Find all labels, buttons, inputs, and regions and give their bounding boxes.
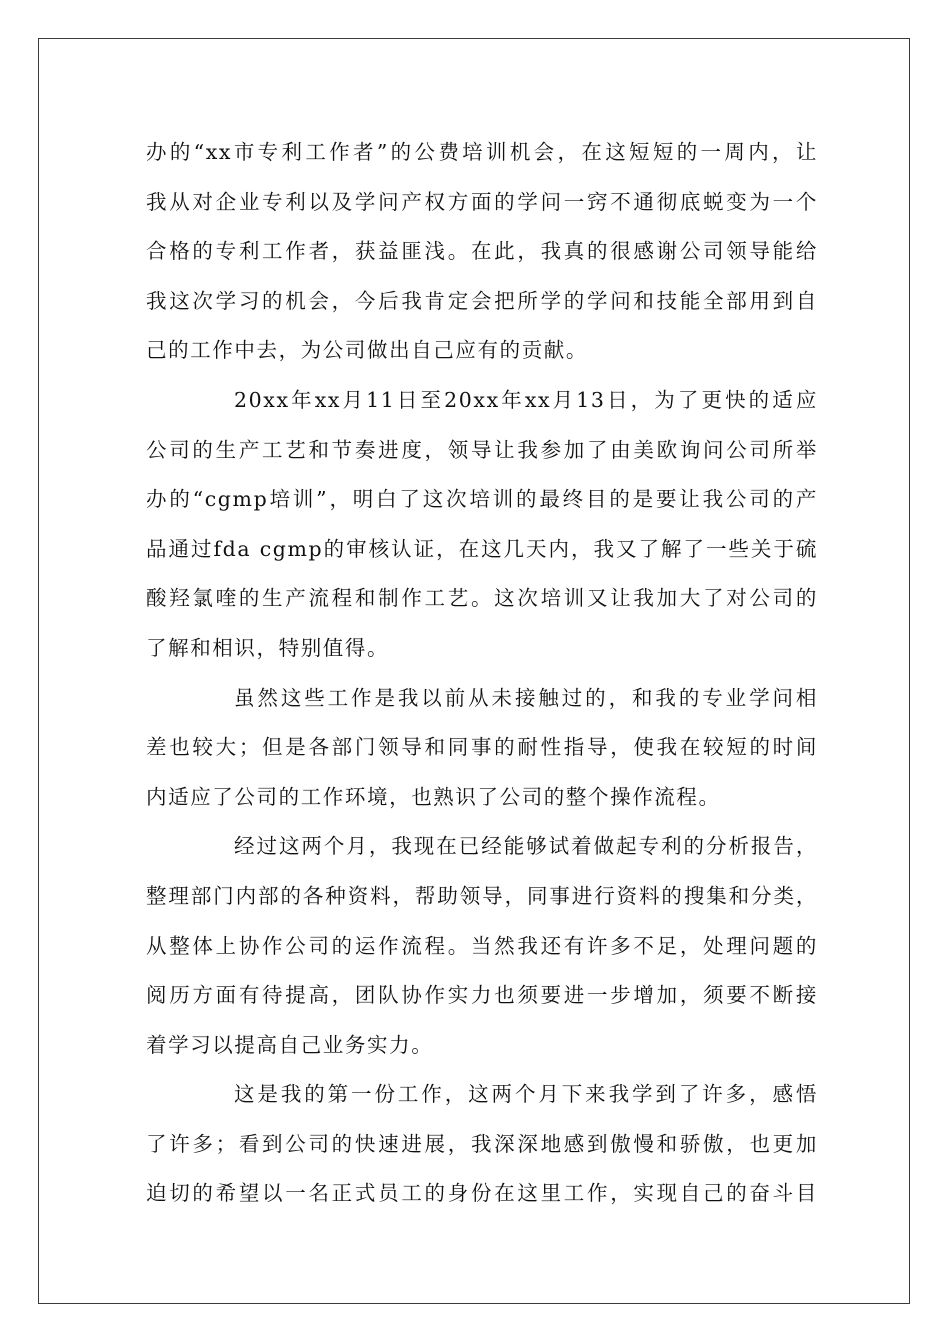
text-line: 这是我的第一份工作，这两个月下来我学到了许多，感悟 <box>234 1082 818 1107</box>
text-line: 从整体上协作公司的运作流程。当然我还有许多不足，处理问题的 <box>146 933 818 958</box>
text-line: 20xx年xx月11日至20xx年xx月13日，为了更快的适应 <box>234 387 818 412</box>
text-line: 办的“cgmp培训”，明白了这次培训的最终目的是要让我公司的产 <box>146 487 818 512</box>
text-line: 阅历方面有待提高，团队协作实力也须要进一步增加，须要不断接 <box>146 983 818 1008</box>
text-line: 虽然这些工作是我以前从未接触过的，和我的专业学问相 <box>234 685 818 710</box>
text-line: 品通过fda cgmp的审核认证，在这几天内，我又了解了一些关于硫 <box>146 536 818 561</box>
text-line: 了许多；看到公司的快速进展，我深深地感到傲慢和骄傲，也更加 <box>146 1131 818 1156</box>
text-line: 迫切的希望以一名正式员工的身份在这里工作，实现自己的奋斗目 <box>146 1181 818 1206</box>
text-line: 酸羟氯喹的生产流程和制作工艺。这次培训又让我加大了对公司的 <box>146 586 818 611</box>
text-line: 经过这两个月，我现在已经能够试着做起专利的分析报告， <box>234 834 818 859</box>
text-line: 整理部门内部的各种资料，帮助领导，同事进行资料的搜集和分类， <box>146 883 818 908</box>
text-line: 公司的生产工艺和节奏进度，领导让我参加了由美欧询问公司所举 <box>146 437 818 462</box>
text-line: 办的“xx市专利工作者”的公费培训机会，在这短短的一周内，让 <box>146 140 818 164</box>
text-line: 己的工作中去，为公司做出自己应有的贡献。 <box>146 338 588 363</box>
text-line: 差也较大；但是各部门领导和同事的耐性指导，使我在较短的时间 <box>146 735 818 760</box>
document-body <box>146 128 818 1219</box>
text-line: 合格的专利工作者，获益匪浅。在此，我真的很感谢公司领导能给 <box>146 239 818 264</box>
text-line: 了解和相识，特别值得。 <box>146 635 390 660</box>
text-line: 我从对企业专利以及学问产权方面的学问一窍不通彻底蜕变为一个 <box>146 189 818 214</box>
text-line: 内适应了公司的工作环境，也熟识了公司的整个操作流程。 <box>146 784 721 809</box>
text-line: 着学习以提高自己业务实力。 <box>146 1032 434 1057</box>
text-line: 我这次学习的机会，今后我肯定会把所学的学问和技能全部用到自 <box>146 288 818 313</box>
